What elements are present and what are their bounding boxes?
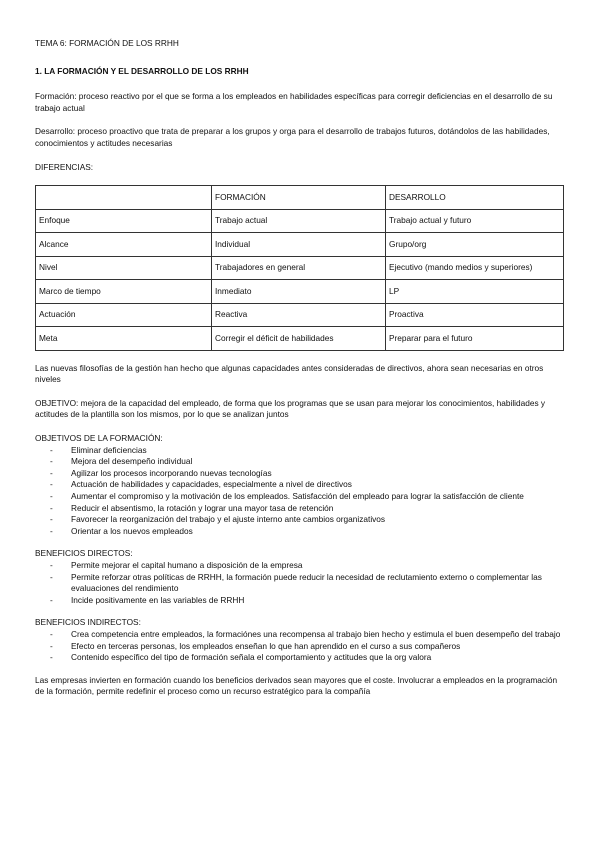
dash-bullet: - [50,559,53,570]
table-cell: Trabajadores en general [212,256,386,280]
dash-bullet: - [50,444,53,455]
beneficios-indirectos-title: BENEFICIOS INDIRECTOS: [35,617,141,628]
table-row [36,303,564,327]
table-header-cell [36,186,212,210]
beneficios-indirectos-list [35,629,565,664]
document-content [35,38,565,710]
section-heading: 1. LA FORMACIÓN Y EL DESARROLLO DE LOS RRHH [35,65,249,76]
objetivos-list-title: OBJETIVOS DE LA FORMACIÓN: [35,433,163,444]
dash-bullet: - [50,652,53,663]
differences-table [35,185,564,351]
list-item: - Incide positivamente en las variables de RRHH [50,594,245,605]
table-cell: Nivel [36,256,212,280]
list-item: - Contenido específico del tipo de formación señala el comportamiento y actitudes que la org valora [50,652,432,663]
list-item: - Eliminar deficiencias [50,444,147,455]
dash-bullet: - [50,514,53,525]
list-item: - Favorecer la reorganización del trabajo y el ajuste interno ante cambios organizativos [50,514,386,525]
dash-bullet: - [50,479,53,490]
table-cell: Individual [212,233,386,257]
table-cell: Grupo/org [386,233,564,257]
table-cell: Meta [36,327,212,351]
dash-bullet: - [50,467,53,478]
table-cell: Trabajo actual [212,209,386,233]
list-item: - Mejora del desempeño individual [50,456,193,467]
beneficios-directos-title: BENEFICIOS DIRECTOS: [35,548,133,559]
table-cell: Trabajo actual y futuro [386,209,564,233]
table-row [36,233,564,257]
list-item: - Crea competencia entre empleados, la formaciónes una recompensa al trabajo bien hecho y estimula el buen desempeño del trabajo [50,628,561,639]
table-cell: LP [386,280,564,304]
dash-bullet: - [50,502,53,513]
diferencias-label: DIFERENCIAS: [35,161,94,172]
list-item: - Permite reforzar otras políticas de RRHH, la formación puede reducir la necesidad de reclutamiento externo o complementar las evaluaciones del rendimiento [50,571,542,594]
table-row [36,209,564,233]
dash-bullet: - [50,491,53,501]
table-header-row [36,186,564,210]
dash-bullet: - [50,628,53,639]
dash-bullet: - [50,571,53,582]
table-cell: Ejecutivo (mando medios y superiores) [386,256,564,280]
list-item: - Agilizar los procesos incorporando nuevas tecnologías [50,467,272,478]
list-item: - Efecto en terceras personas, los empleados enseñan lo que han aprendido en el curso a sus compañeros [50,640,461,651]
table-cell: Actuación [36,303,212,327]
formacion-definition: Formación: proceso reactivo por el que se forma a los empleados en habilidades específicas para corregir deficiencias en el desarrollo de su trabajo actual [35,91,553,113]
dash-bullet: - [50,525,53,536]
list-item: - Aumentar el compromiso y la motivación de los empleados. Satisfacción del empleado para lograr la satisfacción de cliente [50,491,524,501]
table-cell: Alcance [36,233,212,257]
beneficios-directos-list [35,560,565,606]
list-item: - Reducir el absentismo, la rotación y lograr una mayor tasa de retención [50,502,334,513]
dash-bullet: - [50,640,53,651]
table-cell: Reactiva [212,303,386,327]
list-item: - Actuación de habilidades y capacidades, especialmente a nivel de directivos [50,479,352,490]
table-header-cell: DESARROLLO [386,186,564,210]
table-cell: Preparar para el futuro [386,327,564,351]
conclusion-paragraph: Las empresas invierten en formación cuando los beneficios derivados sean mayores que el coste. Involucrar a empleados en la programación de la formación, permite redefinir el proceso como un recurso estratégico para la compañía [35,674,558,697]
dash-bullet: - [50,594,53,605]
document-title: TEMA 6: FORMACIÓN DE LOS RRHH [35,38,179,48]
list-item: - Orientar a los nuevos empleados [50,525,193,536]
table-cell: Inmediato [212,280,386,304]
dash-bullet: - [50,456,53,467]
table-cell: Marco de tiempo [36,280,212,304]
table-cell: Proactiva [386,303,564,327]
desarrollo-definition: Desarrollo: proceso proactivo que trata de preparar a los grupos y orga para el desarrollo de trabajos futuros, dotándolos de las habilidades, conocimientos y actitudes necesarias [35,126,550,148]
objetivo-paragraph: OBJETIVO: mejora de la capacidad del empleado, de forma que los programas que se usan para mejorar los conocimientos, habilidades y actitudes de la plantilla son los mismos, por lo que se analizan juntos [35,397,546,420]
objetivos-list [35,445,565,538]
table-header-cell: FORMACIÓN [212,186,386,210]
table-row [36,280,564,304]
list-item: - Permite mejorar el capital humano a disposición de la empresa [50,559,303,570]
table-row [36,327,564,351]
table-cell: Enfoque [36,209,212,233]
table-cell: Corregir el déficit de habilidades [212,327,386,351]
filosofias-paragraph: Las nuevas filosofías de la gestión han hecho que algunas capacidades antes consideradas de directivos, ahora sean necesarias en otros niveles [35,362,544,385]
table-row [36,256,564,280]
